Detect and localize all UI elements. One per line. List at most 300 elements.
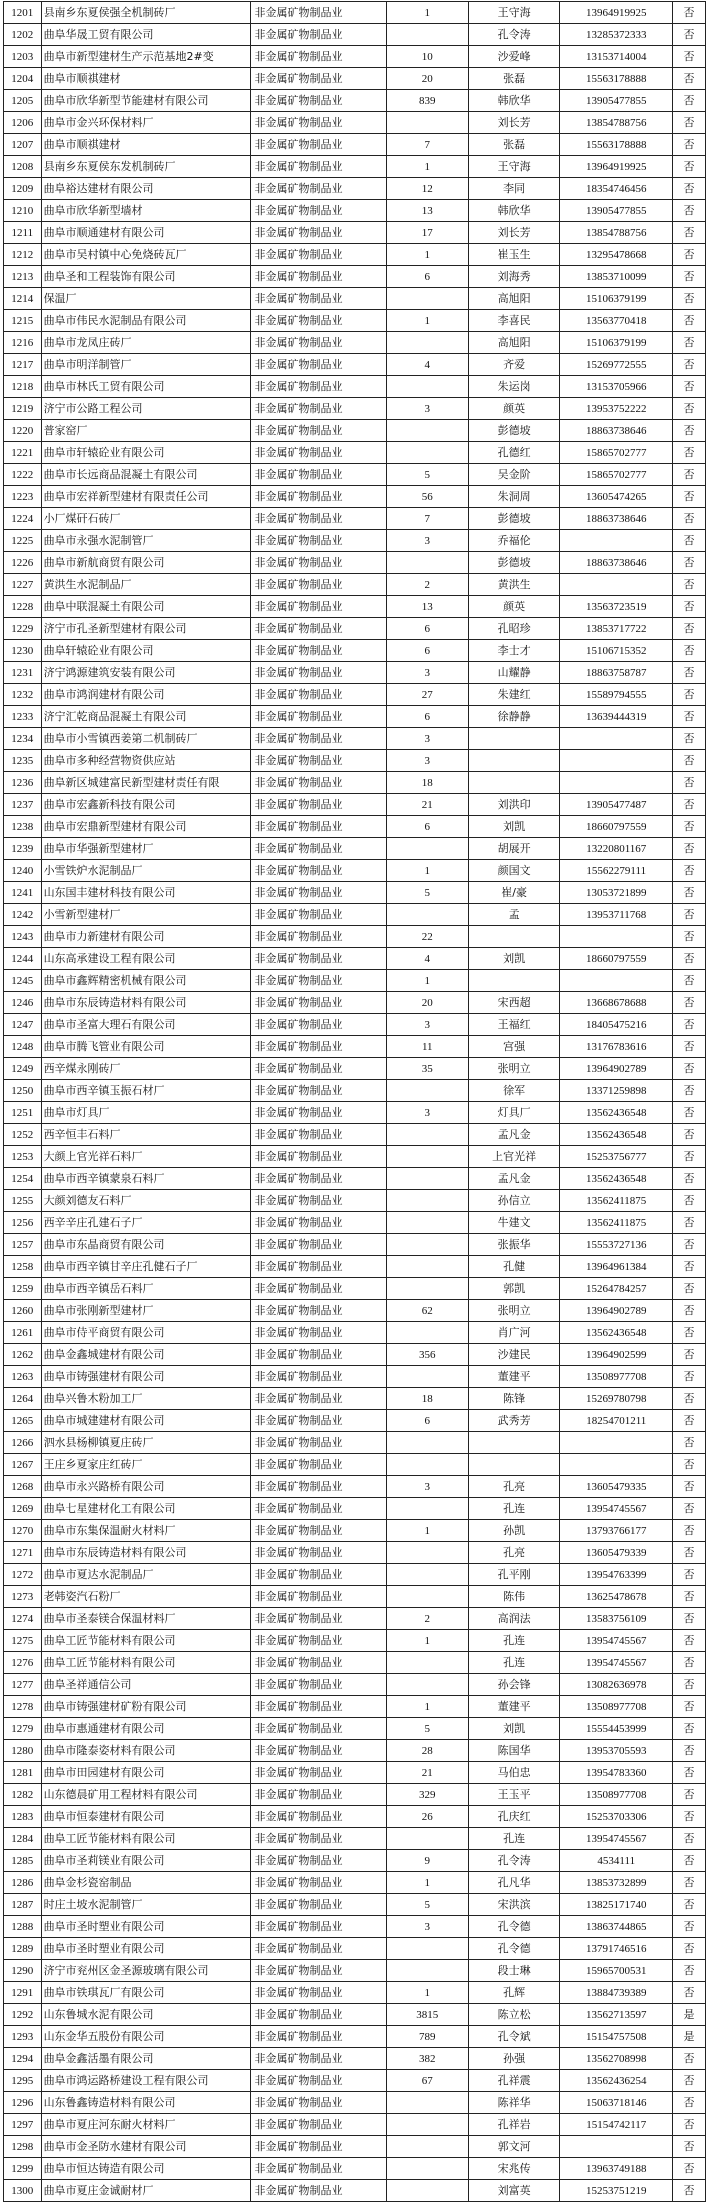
- industry: 非金属矿物制品业: [250, 354, 386, 376]
- count: 7: [386, 508, 468, 530]
- company-name: 曲阜市小雪镇西姜第二机制砖厂: [41, 728, 250, 750]
- count: [386, 1080, 468, 1102]
- status-flag: 否: [673, 156, 706, 178]
- company-name: 曲阜市力新建材有限公司: [41, 926, 250, 948]
- count: [386, 420, 468, 442]
- count: [386, 552, 468, 574]
- row-number: 1239: [4, 838, 42, 860]
- row-number: 1251: [4, 1102, 42, 1124]
- count: 356: [386, 1344, 468, 1366]
- status-flag: 否: [673, 90, 706, 112]
- status-flag: 否: [673, 1542, 706, 1564]
- status-flag: 否: [673, 1256, 706, 1278]
- contact-person: 李喜民: [468, 310, 560, 332]
- row-number: 1281: [4, 1762, 42, 1784]
- table-row: [4, 332, 706, 354]
- count: 35: [386, 1058, 468, 1080]
- table-row: [4, 310, 706, 332]
- status-flag: 否: [673, 794, 706, 816]
- contact-person: 孔亮: [468, 1476, 560, 1498]
- company-name: 曲阜圣和工程装饰有限公司: [41, 266, 250, 288]
- status-flag: 否: [673, 1586, 706, 1608]
- company-name: 曲阜市宏祥新型建材有限责任公司: [41, 486, 250, 508]
- company-name: 曲阜七星建材化工有限公司: [41, 1498, 250, 1520]
- contact-person: 董建平: [468, 1366, 560, 1388]
- table-row: [4, 2136, 706, 2158]
- phone-number: 13563723519: [560, 596, 673, 618]
- company-name: 县南乡东夏侯强全机制砖厂: [41, 2, 250, 24]
- industry: 非金属矿物制品业: [250, 1432, 386, 1454]
- contact-person: 高润法: [468, 1608, 560, 1630]
- status-flag: 否: [673, 970, 706, 992]
- industry: 非金属矿物制品业: [250, 1696, 386, 1718]
- company-name: 曲阜市西辛镇岳石料厂: [41, 1278, 250, 1300]
- status-flag: 否: [673, 1168, 706, 1190]
- industry: 非金属矿物制品业: [250, 1366, 386, 1388]
- industry: 非金属矿物制品业: [250, 1168, 386, 1190]
- company-name: 曲阜市侍平商贸有限公司: [41, 1322, 250, 1344]
- company-name: 曲阜市新型建材生产示范基地2#变: [41, 46, 250, 68]
- row-number: 1206: [4, 112, 42, 134]
- table-row: [4, 1674, 706, 1696]
- status-flag: 否: [673, 2070, 706, 2092]
- table-row: [4, 1784, 706, 1806]
- count: [386, 1366, 468, 1388]
- row-number: 1258: [4, 1256, 42, 1278]
- count: [386, 2158, 468, 2180]
- row-number: 1227: [4, 574, 42, 596]
- table-row: [4, 684, 706, 706]
- contact-person: 颜英: [468, 596, 560, 618]
- row-number: 1272: [4, 1564, 42, 1586]
- table-row: [4, 2026, 706, 2048]
- table-row: [4, 1344, 706, 1366]
- phone-number: 13964902599: [560, 1344, 673, 1366]
- status-flag: 否: [673, 1344, 706, 1366]
- status-flag: 否: [673, 552, 706, 574]
- row-number: 1270: [4, 1520, 42, 1542]
- count: 1: [386, 1696, 468, 1718]
- contact-person: 彭德坡: [468, 508, 560, 530]
- count: [386, 1168, 468, 1190]
- phone-number: 13854788756: [560, 222, 673, 244]
- phone-number: 13562713597: [560, 2004, 673, 2026]
- count: 18: [386, 1388, 468, 1410]
- row-number: 1211: [4, 222, 42, 244]
- phone-number: [560, 750, 673, 772]
- table-row: [4, 134, 706, 156]
- count: 6: [386, 618, 468, 640]
- status-flag: 否: [673, 1190, 706, 1212]
- row-number: 1207: [4, 134, 42, 156]
- company-name: 曲阜市宏鑫新科技有限公司: [41, 794, 250, 816]
- contact-person: 孔令涛: [468, 24, 560, 46]
- table-row: [4, 376, 706, 398]
- row-number: 1224: [4, 508, 42, 530]
- industry: 非金属矿物制品业: [250, 1344, 386, 1366]
- industry: 非金属矿物制品业: [250, 1256, 386, 1278]
- company-name: 曲阜市夏庄河东耐火材料厂: [41, 2114, 250, 2136]
- count: 12: [386, 178, 468, 200]
- table-row: [4, 1718, 706, 1740]
- count: 1: [386, 2, 468, 24]
- count: [386, 24, 468, 46]
- row-number: 1298: [4, 2136, 42, 2158]
- count: 382: [386, 2048, 468, 2070]
- row-number: 1210: [4, 200, 42, 222]
- company-name: 曲阜市铸强建材有限公司: [41, 1366, 250, 1388]
- table-row: [4, 838, 706, 860]
- row-number: 1235: [4, 750, 42, 772]
- phone-number: 15965700531: [560, 1960, 673, 1982]
- row-number: 1242: [4, 904, 42, 926]
- industry: 非金属矿物制品业: [250, 618, 386, 640]
- industry: 非金属矿物制品业: [250, 1014, 386, 1036]
- company-name: 山东鲁鑫铸造材料有限公司: [41, 2092, 250, 2114]
- contact-person: 宋洪滨: [468, 1894, 560, 1916]
- company-name: 曲阜市新航商贸有限公司: [41, 552, 250, 574]
- status-flag: 否: [673, 1498, 706, 1520]
- status-flag: 否: [673, 904, 706, 926]
- phone-number: 13153714004: [560, 46, 673, 68]
- row-number: 1254: [4, 1168, 42, 1190]
- industry: 非金属矿物制品业: [250, 816, 386, 838]
- count: [386, 1542, 468, 1564]
- contact-person: 上官光祥: [468, 1146, 560, 1168]
- row-number: 1289: [4, 1938, 42, 1960]
- phone-number: [560, 2136, 673, 2158]
- row-number: 1228: [4, 596, 42, 618]
- table-row: [4, 1872, 706, 1894]
- company-name: 曲阜市东晶商贸有限公司: [41, 1234, 250, 1256]
- industry: 非金属矿物制品业: [250, 992, 386, 1014]
- company-name: 曲阜市圣泰镁合保温材料厂: [41, 1608, 250, 1630]
- count: [386, 838, 468, 860]
- count: 20: [386, 68, 468, 90]
- count: [386, 2180, 468, 2202]
- phone-number: [560, 772, 673, 794]
- company-name: 曲阜市顺通建材有限公司: [41, 222, 250, 244]
- contact-person: 王守海: [468, 2, 560, 24]
- status-flag: 否: [673, 1850, 706, 1872]
- table-row: [4, 1630, 706, 1652]
- phone-number: 15269772555: [560, 354, 673, 376]
- status-flag: 否: [673, 2114, 706, 2136]
- company-name: 小雪铁炉水泥制品厂: [41, 860, 250, 882]
- phone-number: 15106715352: [560, 640, 673, 662]
- table-row: [4, 1542, 706, 1564]
- status-flag: 否: [673, 1938, 706, 1960]
- industry: 非金属矿物制品业: [250, 1916, 386, 1938]
- contact-person: 朱运岗: [468, 376, 560, 398]
- table-row: [4, 1696, 706, 1718]
- status-flag: 否: [673, 1982, 706, 2004]
- industry: 非金属矿物制品业: [250, 1806, 386, 1828]
- count: 20: [386, 992, 468, 1014]
- company-name: 曲阜中联混凝土有限公司: [41, 596, 250, 618]
- industry: 非金属矿物制品业: [250, 508, 386, 530]
- count: 3: [386, 530, 468, 552]
- status-flag: 否: [673, 1322, 706, 1344]
- count: 2: [386, 1608, 468, 1630]
- row-number: 1236: [4, 772, 42, 794]
- company-name: 曲阜市圣时塑业有限公司: [41, 1916, 250, 1938]
- row-number: 1285: [4, 1850, 42, 1872]
- row-number: 1268: [4, 1476, 42, 1498]
- contact-person: 陈立松: [468, 2004, 560, 2026]
- contact-person: 孔平刚: [468, 1564, 560, 1586]
- contact-person: 孔令德: [468, 1916, 560, 1938]
- count: 6: [386, 1410, 468, 1432]
- industry: 非金属矿物制品业: [250, 1850, 386, 1872]
- count: 21: [386, 794, 468, 816]
- status-flag: 否: [673, 1894, 706, 1916]
- industry: 非金属矿物制品业: [250, 1498, 386, 1520]
- row-number: 1300: [4, 2180, 42, 2202]
- table-row: [4, 24, 706, 46]
- row-number: 1299: [4, 2158, 42, 2180]
- contact-person: 齐爱: [468, 354, 560, 376]
- table-row: [4, 1124, 706, 1146]
- contact-person: 孔祥岩: [468, 2114, 560, 2136]
- contact-person: 孙凯: [468, 1520, 560, 1542]
- industry: 非金属矿物制品业: [250, 1740, 386, 1762]
- table-row: [4, 112, 706, 134]
- company-name: 西辛辛庄孔建石子厂: [41, 1212, 250, 1234]
- industry: 非金属矿物制品业: [250, 1476, 386, 1498]
- count: [386, 904, 468, 926]
- table-row: [4, 508, 706, 530]
- contact-person: 颜英: [468, 398, 560, 420]
- row-number: 1256: [4, 1212, 42, 1234]
- phone-number: [560, 970, 673, 992]
- company-name: 王庄乡夏家庄红砖厂: [41, 1454, 250, 1476]
- table-row: [4, 926, 706, 948]
- count: 839: [386, 90, 468, 112]
- industry: 非金属矿物制品业: [250, 420, 386, 442]
- contact-person: 徐军: [468, 1080, 560, 1102]
- phone-number: 15106379199: [560, 332, 673, 354]
- company-name: 曲阜市轩辕砼业有限公司: [41, 442, 250, 464]
- row-number: 1277: [4, 1674, 42, 1696]
- company-name: 曲阜市张刚新型建材厂: [41, 1300, 250, 1322]
- phone-number: 13953711768: [560, 904, 673, 926]
- table-row: [4, 574, 706, 596]
- industry: 非金属矿物制品业: [250, 68, 386, 90]
- table-row: [4, 904, 706, 926]
- industry: 非金属矿物制品业: [250, 772, 386, 794]
- industry: 非金属矿物制品业: [250, 266, 386, 288]
- industry: 非金属矿物制品业: [250, 2070, 386, 2092]
- phone-number: 13853717722: [560, 618, 673, 640]
- industry: 非金属矿物制品业: [250, 882, 386, 904]
- status-flag: 否: [673, 1146, 706, 1168]
- row-number: 1221: [4, 442, 42, 464]
- company-name: 曲阜轩辕砼业有限公司: [41, 640, 250, 662]
- industry: 非金属矿物制品业: [250, 662, 386, 684]
- count: [386, 112, 468, 134]
- row-number: 1208: [4, 156, 42, 178]
- count: 329: [386, 1784, 468, 1806]
- table-row: [4, 1080, 706, 1102]
- industry: 非金属矿物制品业: [250, 948, 386, 970]
- industry: 非金属矿物制品业: [250, 552, 386, 574]
- status-flag: 否: [673, 1674, 706, 1696]
- row-number: 1203: [4, 46, 42, 68]
- industry: 非金属矿物制品业: [250, 1388, 386, 1410]
- status-flag: 否: [673, 706, 706, 728]
- phone-number: 13963749188: [560, 2158, 673, 2180]
- row-number: 1220: [4, 420, 42, 442]
- row-number: 1240: [4, 860, 42, 882]
- phone-number: 18660797559: [560, 816, 673, 838]
- phone-number: 13954745567: [560, 1828, 673, 1850]
- row-number: 1262: [4, 1344, 42, 1366]
- table-row: [4, 728, 706, 750]
- row-number: 1230: [4, 640, 42, 662]
- table-row: [4, 68, 706, 90]
- table-row: [4, 486, 706, 508]
- status-flag: 否: [673, 1608, 706, 1630]
- company-name: 曲阜市林氏工贸有限公司: [41, 376, 250, 398]
- phone-number: 13153705966: [560, 376, 673, 398]
- company-name: 曲阜裕达建材有限公司: [41, 178, 250, 200]
- industry: 非金属矿物制品业: [250, 24, 386, 46]
- contact-person: 崔玉生: [468, 244, 560, 266]
- contact-person: 孔连: [468, 1828, 560, 1850]
- status-flag: 否: [673, 1652, 706, 1674]
- table-row: [4, 662, 706, 684]
- status-flag: 否: [673, 1564, 706, 1586]
- enterprise-table: [3, 1, 706, 2202]
- phone-number: 18660797559: [560, 948, 673, 970]
- company-name: 曲阜市华强新型建材厂: [41, 838, 250, 860]
- table-row: [4, 200, 706, 222]
- status-flag: 否: [673, 1740, 706, 1762]
- table-row: [4, 420, 706, 442]
- company-name: 曲阜金鑫活墨有限公司: [41, 2048, 250, 2070]
- count: [386, 1124, 468, 1146]
- industry: 非金属矿物制品业: [250, 1058, 386, 1080]
- contact-person: 刘凯: [468, 948, 560, 970]
- contact-person: 刘凯: [468, 1718, 560, 1740]
- row-number: 1292: [4, 2004, 42, 2026]
- status-flag: 否: [673, 618, 706, 640]
- count: 5: [386, 882, 468, 904]
- table-row: [4, 772, 706, 794]
- count: 6: [386, 816, 468, 838]
- contact-person: [468, 772, 560, 794]
- row-number: 1274: [4, 1608, 42, 1630]
- table-row: [4, 1894, 706, 1916]
- phone-number: 13562708998: [560, 2048, 673, 2070]
- row-number: 1215: [4, 310, 42, 332]
- row-number: 1214: [4, 288, 42, 310]
- company-name: 曲阜工匠节能材料有限公司: [41, 1828, 250, 1850]
- status-flag: 否: [673, 1410, 706, 1432]
- phone-number: 15269780798: [560, 1388, 673, 1410]
- table-row: [4, 1806, 706, 1828]
- contact-person: 孔令斌: [468, 2026, 560, 2048]
- status-flag: 否: [673, 838, 706, 860]
- table-row: [4, 640, 706, 662]
- contact-person: 李士才: [468, 640, 560, 662]
- status-flag: 否: [673, 772, 706, 794]
- table-row: [4, 1828, 706, 1850]
- count: [386, 1674, 468, 1696]
- contact-person: 孔庆红: [468, 1806, 560, 1828]
- industry: 非金属矿物制品业: [250, 1564, 386, 1586]
- contact-person: 灯具厂: [468, 1102, 560, 1124]
- row-number: 1271: [4, 1542, 42, 1564]
- table-row: [4, 1762, 706, 1784]
- phone-number: 13285372333: [560, 24, 673, 46]
- status-flag: 否: [673, 464, 706, 486]
- count: 62: [386, 1300, 468, 1322]
- contact-person: 孔祥震: [468, 2070, 560, 2092]
- row-number: 1286: [4, 1872, 42, 1894]
- table-row: [4, 1322, 706, 1344]
- status-flag: 否: [673, 640, 706, 662]
- phone-number: 13668678688: [560, 992, 673, 1014]
- status-flag: 否: [673, 420, 706, 442]
- row-number: 1238: [4, 816, 42, 838]
- company-name: 济宁市兖州区金圣源玻璃有限公司: [41, 1960, 250, 1982]
- row-number: 1295: [4, 2070, 42, 2092]
- table-row: [4, 1586, 706, 1608]
- table-row: [4, 530, 706, 552]
- phone-number: 13605479339: [560, 1542, 673, 1564]
- company-name: 保温厂: [41, 288, 250, 310]
- phone-number: 13863744865: [560, 1916, 673, 1938]
- phone-number: 13791746516: [560, 1938, 673, 1960]
- status-flag: 否: [673, 442, 706, 464]
- phone-number: 13884739389: [560, 1982, 673, 2004]
- table-row: [4, 596, 706, 618]
- phone-number: 13964919925: [560, 156, 673, 178]
- industry: 非金属矿物制品业: [250, 134, 386, 156]
- company-name: 曲阜市多种经营物资供应站: [41, 750, 250, 772]
- table-row: [4, 1432, 706, 1454]
- count: [386, 1652, 468, 1674]
- company-name: 曲阜市铸强建材矿粉有限公司: [41, 1696, 250, 1718]
- industry: 非金属矿物制品业: [250, 1784, 386, 1806]
- contact-person: 孔健: [468, 1256, 560, 1278]
- status-flag: 否: [673, 288, 706, 310]
- company-name: 曲阜新区城建富民新型建材责任有限: [41, 772, 250, 794]
- table-row: [4, 398, 706, 420]
- count: [386, 288, 468, 310]
- status-flag: 否: [673, 1234, 706, 1256]
- phone-number: 13220801167: [560, 838, 673, 860]
- row-number: 1243: [4, 926, 42, 948]
- industry: 非金属矿物制品业: [250, 1080, 386, 1102]
- company-name: 山东德晨矿用工程材料有限公司: [41, 1784, 250, 1806]
- row-number: 1245: [4, 970, 42, 992]
- count: 3: [386, 662, 468, 684]
- count: 3: [386, 750, 468, 772]
- count: 22: [386, 926, 468, 948]
- phone-number: [560, 1454, 673, 1476]
- phone-number: 13508977708: [560, 1784, 673, 1806]
- industry: 非金属矿物制品业: [250, 90, 386, 112]
- contact-person: 王玉平: [468, 1784, 560, 1806]
- contact-person: 张明立: [468, 1300, 560, 1322]
- row-number: 1283: [4, 1806, 42, 1828]
- industry: 非金属矿物制品业: [250, 1124, 386, 1146]
- phone-number: 13954745567: [560, 1630, 673, 1652]
- industry: 非金属矿物制品业: [250, 376, 386, 398]
